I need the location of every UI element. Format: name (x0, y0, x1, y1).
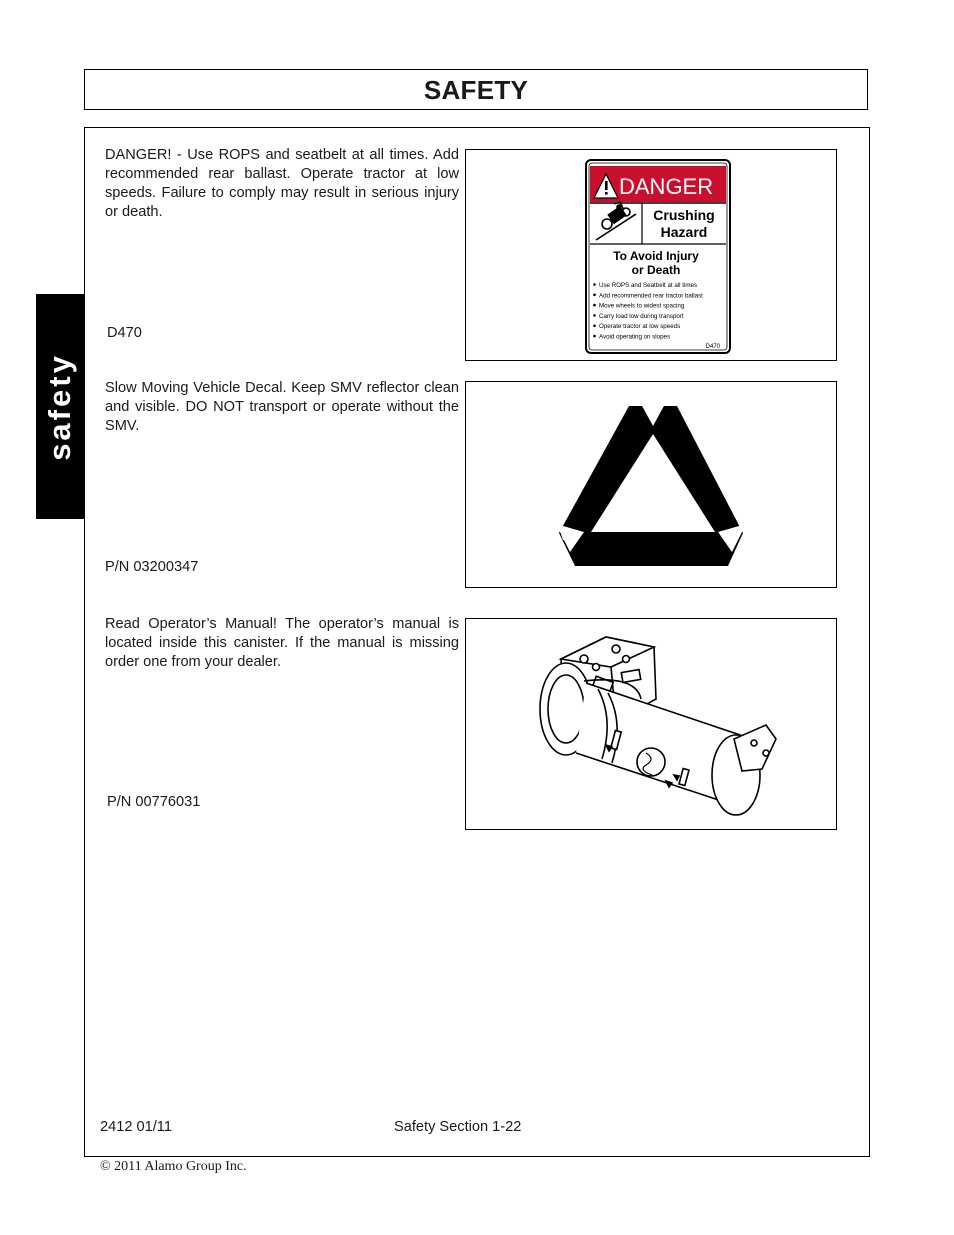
footer-section: Safety Section 1-22 (394, 1119, 522, 1135)
manual-canister-icon (466, 619, 836, 829)
smv-decal-frame (465, 381, 837, 588)
danger-part-number: D470 (107, 325, 142, 341)
section-side-tab (36, 294, 84, 519)
decal-code: D470 (705, 344, 720, 350)
smv-part-number: P/N 03200347 (105, 559, 199, 575)
side-tab-label: safety (42, 352, 77, 461)
danger-decal-frame (465, 149, 837, 361)
smv-emblem-icon (466, 382, 836, 587)
danger-decal (466, 150, 836, 360)
avoid-line-2: or Death (631, 263, 681, 277)
decal-bullet: Use ROPS and Seatbelt at all times (599, 282, 698, 289)
manual-description: Read Operator’s Manual! The operator’s manual is located inside this canister. If the manual is missing order one from your dealer. (105, 616, 459, 670)
page-title: SAFETY (423, 75, 529, 105)
footer-copyright: © 2011 Alamo Group Inc. (100, 1159, 247, 1174)
danger-description: DANGER! - Use ROPS and seatbelt at all times. Add recommended rear ballast. Operate tractor at low speeds. Failure to comply may result in serious injury or death. (105, 147, 459, 220)
decal-bullet: Move wheels to widest spacing (599, 302, 685, 310)
hazard-line-2: Hazard (660, 224, 708, 240)
decal-bullet: Carry load low during transport (599, 312, 684, 320)
smv-description: Slow Moving Vehicle Decal. Keep SMV reflector clean and visible. DO NOT transport or operate without the SMV. (105, 380, 459, 434)
manual-part-number: P/N 00776031 (107, 794, 201, 810)
avoid-line-1: To Avoid Injury (613, 249, 699, 263)
hazard-line-1: Crushing (653, 207, 715, 223)
page-header (84, 69, 868, 110)
decal-bullet: Add recommended rear tractor ballast (599, 292, 703, 300)
danger-signal-word: DANGER (619, 174, 714, 199)
decal-bullet: Avoid operating on slopes (599, 333, 671, 341)
footer-doc-id: 2412 01/11 (100, 1119, 172, 1135)
decal-bullet: Operate tractor at low speeds (599, 323, 681, 331)
manual-canister-frame (465, 618, 837, 830)
